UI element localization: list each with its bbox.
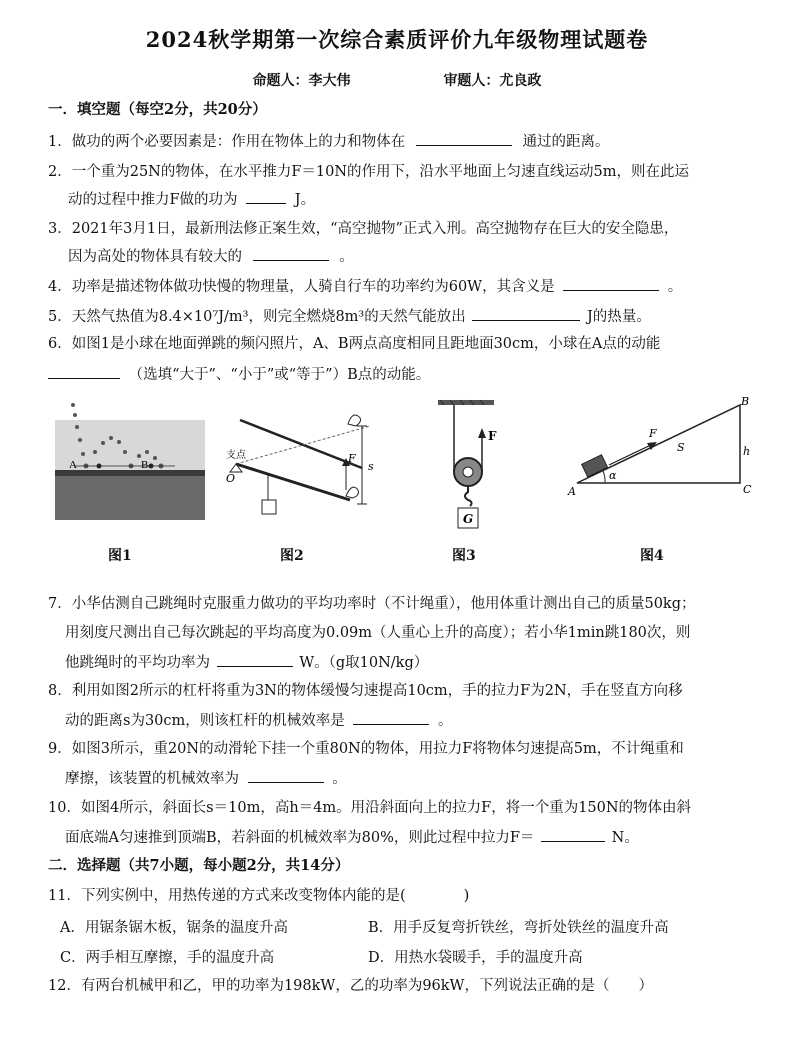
fig4-label-alpha: α <box>609 469 617 482</box>
question-3-line1: 3．2021年3月1日，最新刑法修正案生效，“高空抛物”正式入刑。高空抛物存在巨大的安全隐患， <box>48 221 679 237</box>
q1-text-b: 通过的距离。 <box>522 134 610 150</box>
fig2-label-fulcrum: 支点 <box>226 450 246 461</box>
q7-text-a: 他跳绳时的平均功率为 <box>65 655 210 671</box>
q4-text-b: 。 <box>667 279 683 295</box>
q4-text-a: 4．功率是描述物体做功快慢的物理量，人骑自行车的功率约为60W，其含义是 <box>48 279 555 295</box>
question-7-line2: 用刻度尺测出自己每次跳起的平均高度为0.09m（人重心上升的高度）；若小华1min跳180次，则 <box>65 625 691 641</box>
fig4-label-s: S <box>677 441 685 454</box>
q11-option-c[interactable]: C．两手相互摩擦，手的温度升高 <box>60 950 275 966</box>
q11-option-d[interactable]: D．用热水袋暖手，手的温度升高 <box>368 950 583 966</box>
reviewer-label: 审题人：尤良政 <box>443 73 542 89</box>
question-1 <box>48 131 760 152</box>
fig3-label-f: F <box>488 429 497 443</box>
question-9-line1: 9．如图3所示，重20N的动滑轮下挂一个重80N的物体，用拉力F将物体匀速提高5m，不计绳重和 <box>48 741 684 757</box>
fig4-label-c: C <box>743 483 752 496</box>
fig4-label-f: F <box>649 427 657 440</box>
q3-text-b: 。 <box>339 249 354 265</box>
q8-text-b: 。 <box>437 713 453 729</box>
exam-title: 2024秋学期第一次综合素质评价九年级物理试题卷 <box>145 27 649 52</box>
q3-blank[interactable] <box>253 246 329 261</box>
question-12: 12．有两台机械甲和乙，甲的功率为198kW，乙的功率为96kW，下列说法正确的是（ ） <box>48 978 653 994</box>
q9-text-a: 摩擦，该装置的机械效率为 <box>65 771 239 787</box>
fig1-label-a: A <box>69 459 77 471</box>
fig4-label-a: A <box>568 485 576 498</box>
question-8-line2 <box>65 710 777 731</box>
question-8-line1: 8．利用如图2所示的杠杆将重为3N的物体缓慢匀速提高10cm，手的拉力F为2N，手在竖直方向移 <box>48 683 683 699</box>
figure-4 <box>565 395 765 505</box>
q8-blank[interactable] <box>353 710 429 725</box>
q10-text-a: 面底端A匀速推到顶端B，若斜面的机械效率为80%，则此过程中拉力F＝ <box>65 830 535 846</box>
q11-option-a[interactable]: A．用锯条锯木板，锯条的温度升高 <box>60 920 288 936</box>
figure-3 <box>430 398 510 533</box>
figure-2 <box>222 400 382 535</box>
q2-text-b: J。 <box>294 192 316 208</box>
q1-text-a: 1．做功的两个必要因素是：作用在物体上的力和物体在 <box>48 134 406 150</box>
q10-text-b: N。 <box>611 830 639 846</box>
question-3-line2 <box>68 246 780 267</box>
fig1-label-b: B <box>141 459 149 471</box>
question-9-line2 <box>65 768 777 789</box>
fig3-label-g: G <box>463 512 474 526</box>
fig2-label-o: O <box>226 472 236 485</box>
question-7-line1: 7．小华估测自己跳绳时克服重力做功的平均功率时（不计绳重），他用体重计测出自己的质量50kg； <box>48 596 696 612</box>
section-fill-heading: 一．填空题（每空2分，共20分） <box>48 101 267 118</box>
figure-1-caption: 图1 <box>108 548 132 564</box>
section-choice-heading: 二．选择题（共7小题，每小题2分，共14分） <box>48 857 350 874</box>
fig2-label-s: s <box>368 460 374 473</box>
q6-blank[interactable] <box>48 364 120 379</box>
q7-blank[interactable] <box>217 652 293 667</box>
q9-blank[interactable] <box>248 768 324 783</box>
fig4-label-h: h <box>743 445 751 458</box>
question-7-line3 <box>65 652 777 673</box>
q5-blank[interactable] <box>472 306 580 321</box>
figure-2-caption: 图2 <box>280 548 304 564</box>
question-6-line2 <box>48 364 760 385</box>
fig2-label-f: F <box>348 452 356 465</box>
question-2-line1: 2．一个重为25N的物体，在水平推力F＝10N的作用下，沿水平地面上匀速直线运动5m，则在此运 <box>48 164 690 180</box>
fig4-label-b: B <box>741 395 750 408</box>
figure-4-caption: 图4 <box>640 548 664 564</box>
figure-3-caption: 图3 <box>452 548 476 564</box>
question-4 <box>48 276 760 297</box>
question-10-line2 <box>65 827 777 848</box>
q4-blank[interactable] <box>563 276 659 291</box>
question-5 <box>48 306 760 327</box>
q3-text-a: 因为高处的物体具有较大的 <box>68 249 242 265</box>
q10-blank[interactable] <box>541 827 605 842</box>
q8-text-a: 动的距离s为30cm，则该杠杆的机械效率是 <box>65 713 345 729</box>
question-6-line1: 6．如图1是小球在地面弹跳的频闪照片，A、B两点高度相同且距地面30cm，小球在A点的动能 <box>48 336 661 352</box>
figure-1 <box>55 400 205 520</box>
authors-line <box>0 70 794 90</box>
q2-blank[interactable] <box>246 189 286 204</box>
q6-text: （选填“大于”、“小于”或“等于”）B点的动能。 <box>128 367 431 383</box>
q7-text-b: W。（g取10N/kg） <box>299 655 429 671</box>
q11-option-b[interactable]: B．用手反复弯折铁丝，弯折处铁丝的温度升高 <box>368 920 669 936</box>
question-2-line2 <box>68 189 780 210</box>
question-10-line1: 10．如图4所示，斜面长s＝10m，高h＝4m。用沿斜面向上的拉力F，将一个重为150N的物体由斜 <box>48 800 692 816</box>
question-11: 11．下列实例中，用热传递的方式来改变物体内能的是( ) <box>48 888 470 904</box>
q5-text-b: J的热量。 <box>586 309 651 325</box>
q5-text-a: 5．天然气热值为8.4×10⁷J/m³，则完全燃烧8m³的天然气能放出 <box>48 309 466 325</box>
author-label: 命题人：李大伟 <box>252 73 351 89</box>
q9-text-b: 。 <box>332 771 347 787</box>
q2-text-a: 动的过程中推力F做的功为 <box>68 192 238 208</box>
q1-blank[interactable] <box>416 131 512 146</box>
